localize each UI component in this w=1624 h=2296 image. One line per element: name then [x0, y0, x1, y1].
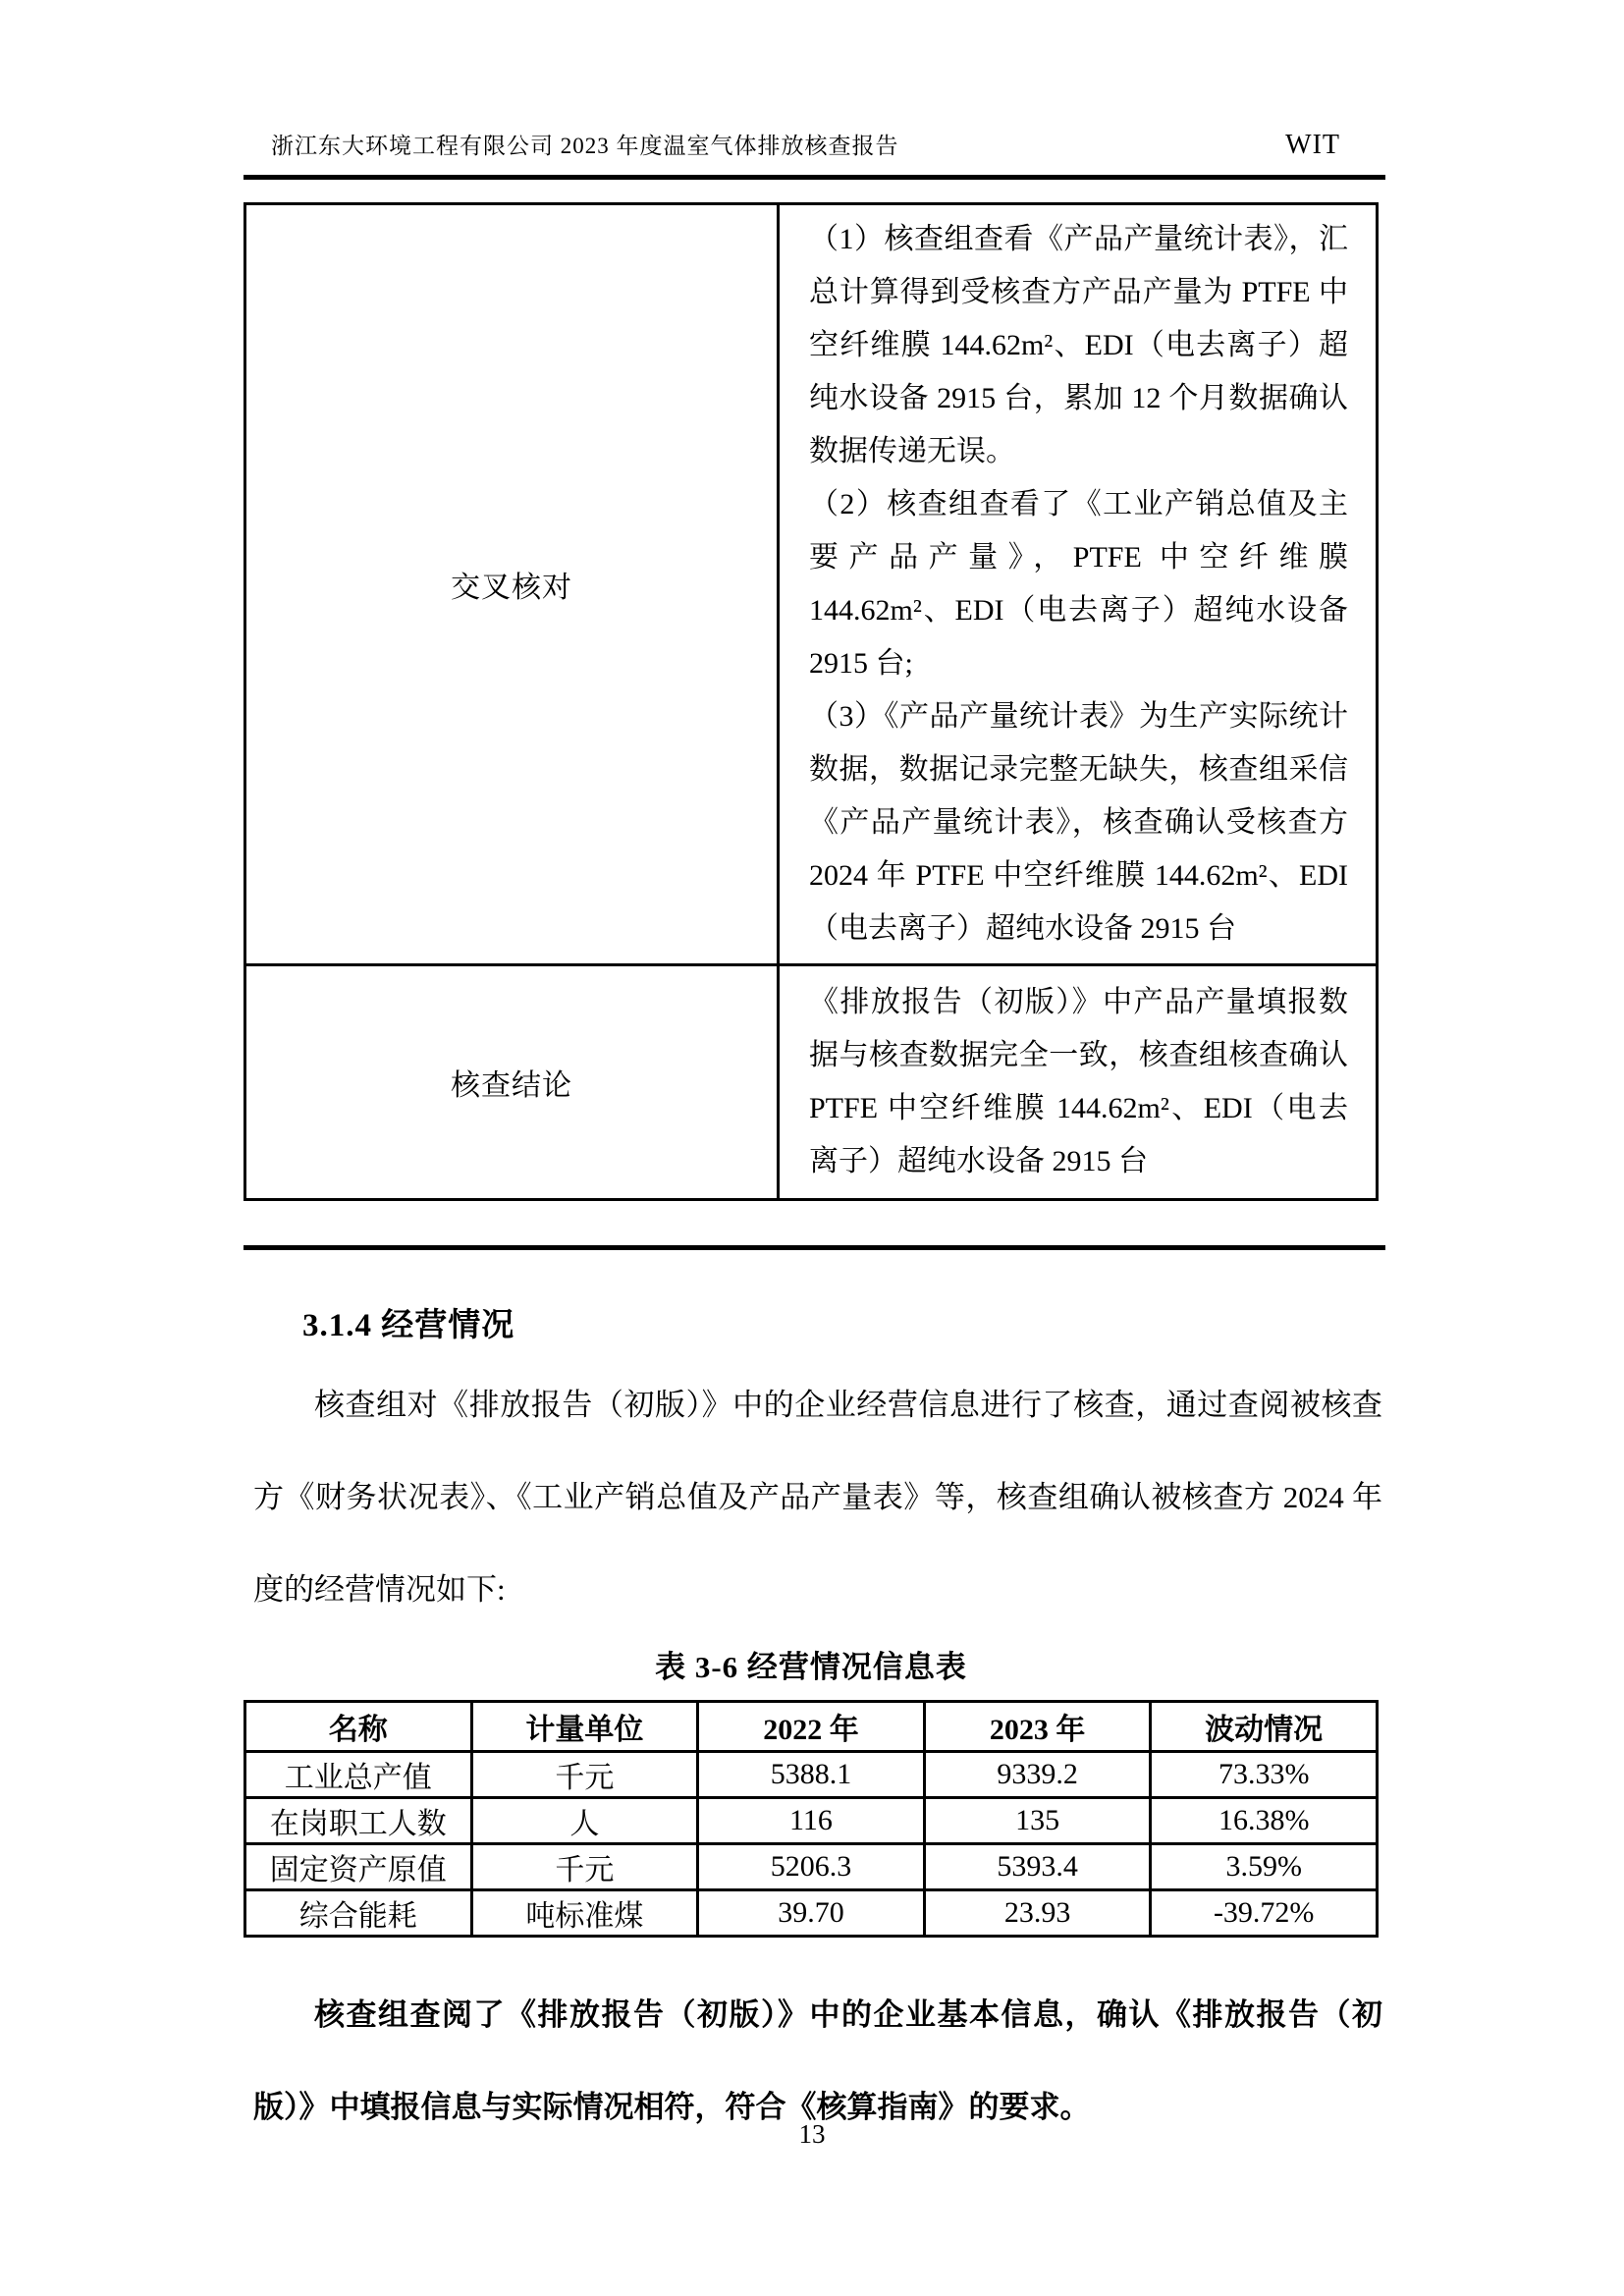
cell-2023: 5393.4	[924, 1844, 1151, 1890]
cell-unit: 人	[471, 1798, 698, 1844]
conclusion-content	[779, 965, 1378, 1200]
conclusion-paragraph: 《排放报告（初版）》中产品产量填报数据与核查数据完全一致，核查组核查确认 PTFE 中空纤维膜 144.62m²、EDI（电去离子）超纯水设备 2915 台	[809, 986, 1348, 1177]
cell-fluctuation: 73.33%	[1151, 1752, 1378, 1798]
cell-unit: 千元	[471, 1752, 698, 1798]
cross-check-paragraph-1: （1）核查组查看《产品产量统计表》，汇总计算得到受核查方产品产量为 PTFE 中空纤维膜 144.62m²、EDI（电去离子）超纯水设备 2915 台，累加 12 个月数据确认数据传递无误。	[809, 223, 1348, 467]
cell-fluctuation: -39.72%	[1151, 1890, 1378, 1937]
cell-2022: 5388.1	[698, 1752, 925, 1798]
report-title: 浙江东大环境工程有限公司 2023 年度温室气体排放核查报告	[271, 134, 899, 158]
table-header-row	[245, 1702, 1378, 1752]
column-header-fluctuation: 波动情况	[1151, 1702, 1378, 1752]
table-row	[245, 965, 1378, 1200]
cross-check-paragraph-2: （2）核查组查看了《工业产销总值及主要产品产量》，PTFE 中空纤维膜 144.62m²、EDI（电去离子）超纯水设备 2915 台;	[809, 488, 1348, 680]
column-header-name: 名称	[245, 1702, 472, 1752]
row-label-cross-check: 交叉核对	[245, 204, 779, 965]
table-row	[245, 1844, 1378, 1890]
table-row	[245, 1752, 1378, 1798]
table-row	[245, 1890, 1378, 1937]
table-row	[245, 1798, 1378, 1844]
section-heading: 3.1.4 经营情况	[302, 1308, 515, 1343]
cell-2023: 9339.2	[924, 1752, 1151, 1798]
page-content	[244, 0, 1385, 2154]
cell-2022: 116	[698, 1798, 925, 1844]
cross-check-paragraph-3: （3）《产品产量统计表》为生产实际统计数据，数据记录完整无缺失，核查组采信《产品产量统计表》，核查确认受核查方 2024 年 PTFE 中空纤维膜 144.62m²、EDI（电去离子）超纯水设备 2915 台	[809, 700, 1348, 945]
cell-2022: 39.70	[698, 1890, 925, 1937]
table-row	[245, 204, 1378, 965]
brand-mark: WIT	[1285, 130, 1340, 160]
cell-2023: 135	[924, 1798, 1151, 1844]
cell-name: 固定资产原值	[245, 1844, 472, 1890]
row-label-conclusion: 核查结论	[245, 965, 779, 1200]
cell-2022: 5206.3	[698, 1844, 925, 1890]
column-header-2022: 2022 年	[698, 1702, 925, 1752]
page-header	[244, 128, 1385, 180]
cell-fluctuation: 3.59%	[1151, 1844, 1378, 1890]
cell-name: 综合能耗	[245, 1890, 472, 1937]
cell-name: 在岗职工人数	[245, 1798, 472, 1844]
verification-table	[244, 202, 1379, 1201]
cell-unit: 千元	[471, 1844, 698, 1890]
section-divider	[244, 1245, 1385, 1250]
cross-check-content	[779, 204, 1378, 965]
column-header-2023: 2023 年	[924, 1702, 1151, 1752]
cell-2023: 23.93	[924, 1890, 1151, 1937]
business-info-table	[244, 1700, 1379, 1938]
cell-name: 工业总产值	[245, 1752, 472, 1798]
table-3-6-caption: 表 3-6 经营情况信息表	[655, 1650, 967, 1684]
page-number: 13	[798, 2119, 826, 2149]
section-paragraph: 核查组对《排放报告（初版）》中的企业经营信息进行了核查，通过查阅被核查方《财务状况表》、《工业产销总值及产品产量表》等，核查组确认被核查方 2024 年度的经营情况如下:	[253, 1388, 1382, 1607]
cell-unit: 吨标准煤	[471, 1890, 698, 1937]
closing-paragraph: 核查组查阅了《排放报告（初版）》中的企业基本信息，确认《排放报告（初版）》中填报信息与实际情况相符，符合《核算指南》的要求。	[253, 1997, 1382, 2124]
cell-fluctuation: 16.38%	[1151, 1798, 1378, 1844]
column-header-unit: 计量单位	[471, 1702, 698, 1752]
